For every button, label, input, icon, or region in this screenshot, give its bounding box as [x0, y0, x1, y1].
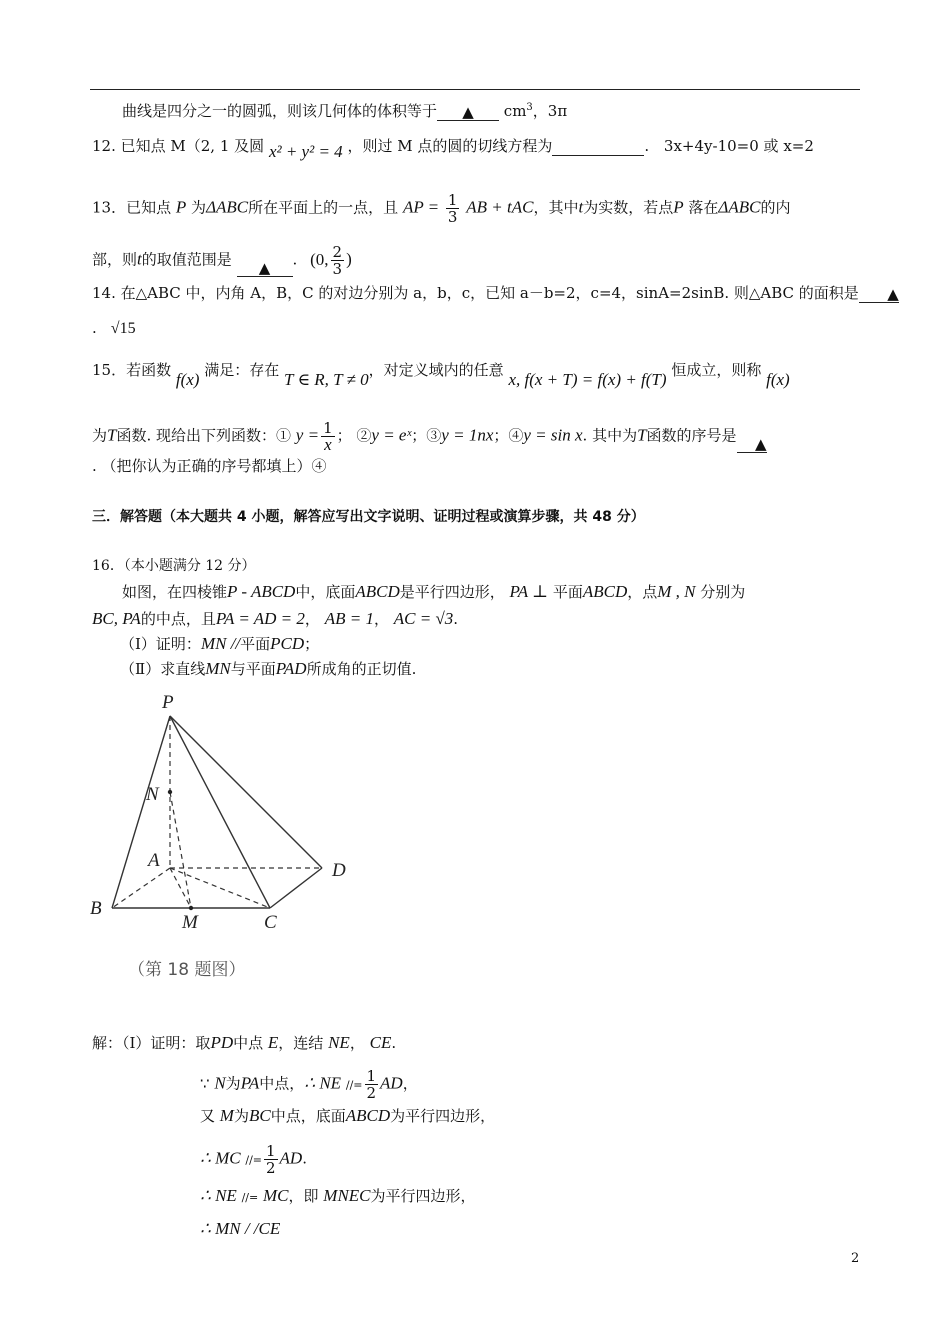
- sol1-pd: PD: [210, 1033, 234, 1052]
- q16-base2: ABCD: [582, 582, 628, 601]
- solution-line4: [200, 1143, 307, 1176]
- q13-line2: 部，则t的取值范围是 ▲ . (0, $\frac{2}{3}$ ): [92, 243, 352, 278]
- q16-lengths3: AC = √3: [393, 609, 454, 628]
- q12-blank: [552, 137, 644, 156]
- sol3-text2: 中点，底面: [270, 1107, 346, 1125]
- solution-line6: [200, 1219, 280, 1239]
- q13-triangle: ΔABC: [206, 197, 249, 217]
- q13-answer-b: ): [346, 249, 352, 269]
- q13-var-t: t: [578, 197, 584, 217]
- q13-text-h: 部，则: [92, 250, 138, 269]
- solution-line1: [92, 1033, 396, 1053]
- q11-line: [122, 98, 567, 121]
- q15-func4: y = sin x: [523, 425, 583, 445]
- q15-blank: [737, 434, 767, 453]
- q14-answer: √15: [110, 320, 136, 337]
- q16-part2: [120, 659, 416, 679]
- label-b: B: [90, 898, 102, 919]
- sol3-text3: 为平行四边形，: [390, 1107, 496, 1125]
- q12-text1: . 已知点 M（2, 1 及圆: [111, 137, 265, 155]
- q11-answer: ，3π: [532, 102, 568, 120]
- sol1-e: E: [267, 1033, 279, 1052]
- q16-bc-pa: BC, PA: [92, 609, 141, 628]
- q16-line2: [92, 609, 458, 629]
- edge-pc: [170, 716, 270, 908]
- sol2-text: 为: [225, 1074, 241, 1093]
- sol2-ne: ∴ NE: [304, 1073, 342, 1093]
- q12-line: [92, 136, 814, 161]
- segment-am-hidden: [170, 868, 191, 908]
- sol2-fraction: [365, 1068, 379, 1101]
- q13-text-e: 为实数，若点: [583, 198, 674, 217]
- sol4-parallel-equal: //=: [245, 1153, 262, 1167]
- pyramid-figure: [84, 688, 364, 988]
- q11-unit-sup: 3: [526, 102, 533, 113]
- q13-text-f: 落在: [688, 198, 719, 217]
- q15-func1-den: x: [324, 435, 332, 454]
- q15-text-b: 满足：存在: [204, 361, 280, 379]
- solution-line2: [200, 1068, 418, 1101]
- sol1-sep: ，: [349, 1034, 365, 1052]
- q15-text-a: 15．若函数: [92, 361, 172, 379]
- q16-part2-text: 与平面: [230, 660, 276, 678]
- triangle-marker: ▲: [258, 259, 271, 277]
- q12-text2: ，则过 M 点的圆的切线方程为: [347, 137, 553, 155]
- q13-text-c: 所在平面上的一点，且: [248, 198, 399, 217]
- q16-end: .: [453, 610, 459, 628]
- label-p: P: [162, 692, 174, 713]
- sol2-pa: PA: [240, 1073, 260, 1093]
- q16-lengths1: PA = AD = 2: [215, 609, 305, 628]
- sol1-ne: NE: [328, 1033, 350, 1052]
- q16-part2-label: （Ⅱ）求直线: [120, 660, 206, 678]
- q15-text-i: ；④: [493, 426, 524, 445]
- q16-text-e: ，点: [627, 583, 658, 601]
- q13-eq-lhs: AP =: [402, 197, 440, 217]
- label-c: C: [264, 912, 277, 933]
- q15-text-j: . 其中为: [582, 426, 638, 445]
- sol6-mn-ce: ∴ MN / /CE: [200, 1219, 281, 1238]
- q15-var-T2: T: [637, 425, 647, 445]
- q15-text-h: ；③: [411, 426, 442, 445]
- q16-part1-text: 平面: [240, 635, 271, 653]
- sol5-mc: MC: [263, 1186, 289, 1205]
- q15-text-e: 为: [92, 426, 108, 445]
- sol4-mc: ∴ MC: [200, 1148, 241, 1168]
- q11-blank: [437, 102, 499, 121]
- sol4-ad: AD: [279, 1148, 303, 1168]
- sol1-text: ，连结: [278, 1034, 324, 1052]
- sol5-parallel-equal: //=: [241, 1191, 259, 1204]
- q16-sep2: ，: [373, 610, 389, 628]
- q13-text-b: 为: [191, 198, 207, 217]
- q16-part2-mn: MN: [205, 659, 231, 678]
- point-n: [168, 790, 172, 794]
- edge-pb: [112, 716, 170, 908]
- q15-equation: x, f(x + T) = f(x) + f(T): [508, 370, 667, 389]
- q14-answer-line: . √15: [92, 319, 136, 337]
- sol1-ce: CE: [369, 1033, 392, 1052]
- q14-text: 14. 在△ABC 中，内角 A，B，C 的对边分别为 a，b，c，已知 a－b=2，c=4，sinA=2sinB. 则△ABC 的面积是: [92, 284, 859, 302]
- q11-unit: cm: [503, 102, 527, 120]
- q13-triangle2: ΔABC: [718, 197, 761, 217]
- q16-text-f: 分别为: [700, 583, 746, 601]
- sol3-bc: BC: [248, 1106, 271, 1125]
- solution-line5: [200, 1186, 476, 1208]
- sol2-end: ，: [402, 1074, 418, 1093]
- q16-lengths2: AB = 1: [324, 609, 374, 628]
- sol1-a: 解：（Ⅰ）证明：取: [92, 1034, 211, 1052]
- sol4-fraction: [264, 1143, 278, 1176]
- q13-answer-fraction: [331, 244, 345, 277]
- q16-points-mn: M , N: [657, 582, 696, 601]
- sol3-abcd: ABCD: [345, 1106, 391, 1125]
- q16-text-b: 中，底面: [295, 583, 356, 601]
- sol2-num: 1: [366, 1067, 377, 1085]
- q16-line1: [122, 582, 745, 602]
- q16-part1-plane: PCD: [270, 634, 305, 653]
- q16-text-c: 是平行四边形，: [399, 583, 505, 601]
- q15-func1-fraction: [321, 420, 335, 453]
- solution-line3: [200, 1106, 495, 1126]
- q15-func3: y = 1nx: [441, 425, 494, 445]
- q12-end: .: [644, 137, 650, 155]
- q13-fraction: [446, 192, 460, 225]
- sol5-text2: 为平行四边形，: [370, 1187, 476, 1205]
- q13-line1: [92, 192, 791, 225]
- q16-sep1: ，: [304, 610, 320, 628]
- q13-frac-num: 1: [447, 191, 458, 209]
- q15-text-d: 恒成立，则称: [671, 361, 762, 379]
- sol5-mnec: MNEC: [323, 1186, 371, 1205]
- q13-ans-num: 2: [332, 243, 343, 261]
- q16-pyramid: P - ABCD: [227, 582, 296, 601]
- edge-cd: [270, 868, 322, 908]
- q16-text-a: 如图，在四棱锥: [122, 583, 228, 601]
- q15-line3: [92, 456, 327, 476]
- q15-condition: T ∈ R, T ≠ 0: [284, 370, 369, 389]
- sol4-den: 2: [266, 1159, 276, 1177]
- q15-fx2: f(x): [766, 370, 790, 389]
- q15-text-k: 函数的序号是: [646, 426, 737, 445]
- q15-line1: [92, 360, 790, 389]
- q13-ans-den: 3: [332, 260, 343, 278]
- segment-nm-hidden: [170, 792, 191, 908]
- point-m: [189, 906, 193, 910]
- q13-point-p: P: [175, 197, 187, 217]
- sol2-n: N: [214, 1073, 226, 1093]
- sol4-num: 1: [266, 1142, 276, 1160]
- label-n: N: [146, 784, 159, 805]
- figure-caption: （第 18 题图）: [128, 960, 246, 980]
- label-m: M: [182, 912, 198, 933]
- q15-fx: f(x): [175, 370, 200, 389]
- q12-number: 12: [92, 137, 112, 155]
- sol4-end: .: [302, 1149, 307, 1168]
- section3-heading: 三．解答题（本大题共 4 小题，解答应写出文字说明、证明过程或演算步骤，共 48 分）: [92, 509, 645, 525]
- q16-base: ABCD: [355, 582, 400, 601]
- q15-func1-lhs: y =: [295, 425, 320, 445]
- label-a: A: [148, 850, 160, 871]
- sol5-ne: ∴ NE: [200, 1186, 237, 1205]
- header-rule: [90, 89, 860, 90]
- q15-func1-num: 1: [323, 419, 333, 437]
- q13-text-g: 的内: [760, 198, 791, 217]
- q13-blank: [237, 258, 293, 277]
- sol2-den: 2: [366, 1084, 377, 1102]
- q15-line2: [92, 420, 767, 453]
- q16-part1-end: ；: [304, 635, 320, 653]
- triangle-marker: ▲: [462, 103, 474, 121]
- q13-frac-den: 3: [447, 208, 458, 226]
- q14-line: [92, 283, 899, 303]
- q13-point-p2: P: [673, 197, 684, 217]
- q16-part2-end: 所成角的正切值.: [306, 660, 417, 678]
- q16-part1: [120, 634, 319, 654]
- sol1-c: 中点: [233, 1034, 264, 1052]
- q12-answer: 3x+4y-10=0 或 x=2: [663, 137, 814, 155]
- q13-text-a: 13．已知点: [92, 198, 172, 217]
- q13-answer-a: (0,: [310, 249, 329, 269]
- q15-func2: y = eˣ: [371, 425, 412, 445]
- sol3-m: M: [219, 1106, 234, 1125]
- sol5-text: ，即: [288, 1187, 319, 1205]
- q15-text-g: ； ②: [336, 426, 372, 445]
- triangle-marker: ▲: [755, 435, 767, 453]
- q13-text-i: 的取值范围是: [141, 250, 232, 269]
- q16-header: 16．（本小题满分 12 分）: [92, 558, 256, 574]
- q16-text-g: 的中点，且: [140, 610, 216, 628]
- q14-blank: [859, 284, 899, 303]
- sol1-end: .: [391, 1034, 397, 1052]
- q16-pa-perp: PA ⊥: [509, 582, 549, 601]
- q15-text-f: 函数. 现给出下列函数：①: [116, 426, 296, 445]
- q15-text-c: ，对定义域内的任意: [368, 361, 504, 379]
- q16-part1-mn: MN //: [200, 634, 241, 653]
- sol2-ad: AD: [380, 1073, 403, 1093]
- q13-var-t2: t: [137, 249, 142, 269]
- triangle-marker: ▲: [887, 285, 899, 303]
- page-number: 2: [851, 1251, 860, 1266]
- sol3-also: 又: [200, 1107, 216, 1125]
- q16-text-d: 平面: [552, 583, 583, 601]
- sol3-text: 为: [233, 1107, 249, 1125]
- q15-var-T: T: [107, 425, 117, 445]
- q16-part1-label: （Ⅰ）证明：: [120, 635, 201, 653]
- edge-pd: [170, 716, 322, 868]
- q16-part2-plane: PAD: [275, 659, 307, 678]
- q13-text-d: ，其中: [533, 198, 579, 217]
- q15-text-l: . （把你认为正确的序号都填上）④: [92, 457, 327, 475]
- sol2-parallel-equal: //=: [345, 1078, 363, 1092]
- q13-eq-rhs: AB + tAC: [466, 197, 534, 217]
- label-d: D: [332, 860, 346, 881]
- edge-ab-hidden: [112, 868, 170, 908]
- q12-circle-equation: x² + y² = 4: [268, 142, 343, 161]
- sol2-because: ∵: [200, 1074, 210, 1093]
- q11-text: 曲线是四分之一的圆弧，则该几何体的体积等于: [122, 102, 438, 120]
- sol2-text2: 中点，: [259, 1074, 305, 1093]
